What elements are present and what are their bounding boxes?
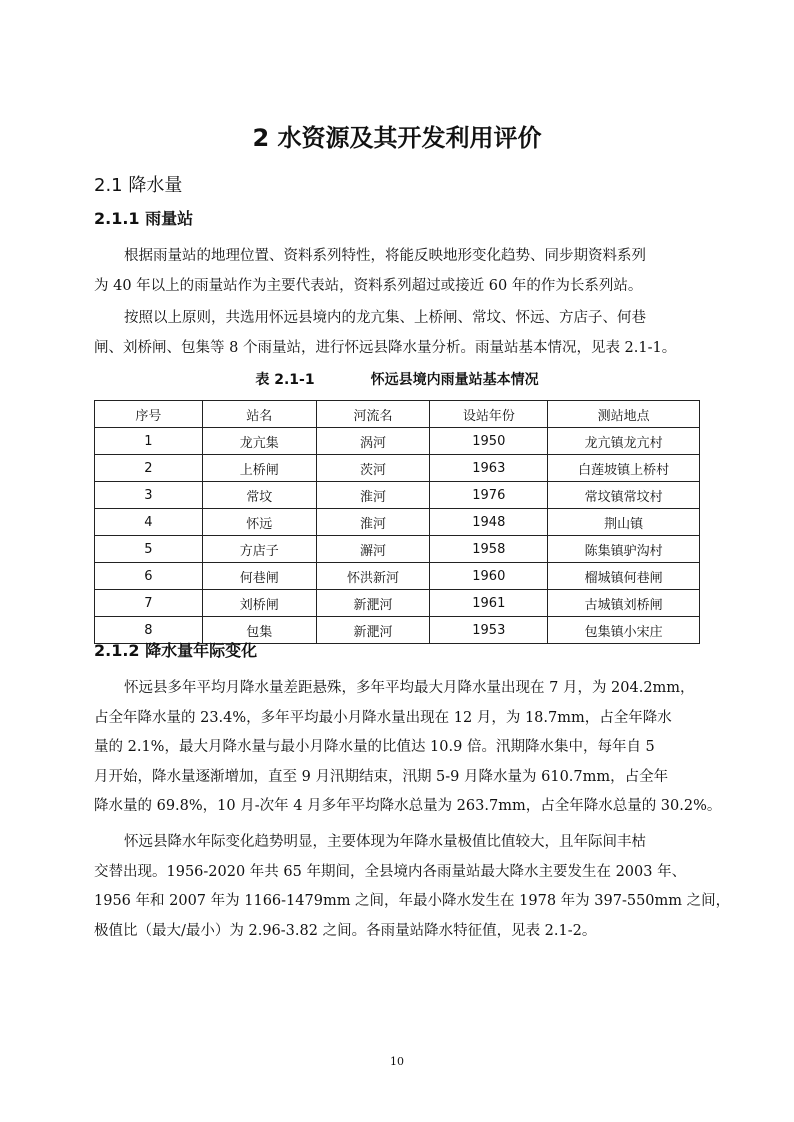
table-row	[95, 590, 700, 617]
table-cell: 新淝河	[316, 617, 430, 644]
table-cell: 1950	[430, 428, 548, 455]
paragraph-line: 月开始，降水量逐渐增加，直至 9 月汛期结束，汛期 5-9 月降水量为 610.7mm，占全年	[94, 768, 669, 785]
table-row	[95, 536, 700, 563]
section-heading-2-1-2: 2.1.2 降水量年际变化	[94, 641, 258, 660]
table-cell: 3	[95, 482, 203, 509]
paragraph-line: 降水量的 69.8%，10 月-次年 4 月多年平均降水总量为 263.7mm，占全年降水总量的 30.2%。	[94, 798, 722, 814]
table-cell: 8	[95, 617, 203, 644]
section-heading-2-1: 2.1 降水量	[94, 175, 183, 196]
paragraph-annual-variation	[94, 828, 731, 946]
station-table	[94, 400, 700, 644]
table-cell: 澥河	[316, 536, 430, 563]
paragraph-line: 量的 2.1%，最大月降水量与最小月降水量的比值达 10.9 倍。汛期降水集中，每年自 5	[94, 739, 655, 755]
table-cell: 淮河	[316, 482, 430, 509]
table-cell: 怀远	[202, 509, 316, 536]
table-cell: 古城镇刘桥闸	[548, 590, 700, 617]
paragraph-line: 闸、刘桥闸、包集等 8 个雨量站，进行怀远县降水量分析。雨量站基本情况，见表 2.1-1。	[94, 339, 677, 356]
column-header: 设站年份	[430, 401, 548, 428]
table-cell: 怀洪新河	[316, 563, 430, 590]
table-cell: 上桥闸	[202, 455, 316, 482]
table-cell: 1963	[430, 455, 548, 482]
table-cell: 荆山镇	[548, 509, 700, 536]
table-cell: 1976	[430, 482, 548, 509]
table-row	[95, 455, 700, 482]
table-cell: 4	[95, 509, 203, 536]
table-caption-title: 怀远县境内雨量站基本情况	[370, 372, 539, 388]
chapter-title: 2 水资源及其开发利用评价	[252, 124, 542, 152]
page-number: 10	[390, 1055, 404, 1068]
table-cell: 包集镇小宋庄	[548, 617, 700, 644]
section-heading-2-1-1: 2.1.1 雨量站	[94, 209, 194, 228]
table-cell: 常坟	[202, 482, 316, 509]
table-cell: 白莲坡镇上桥村	[548, 455, 700, 482]
table-cell: 陈集镇驴沟村	[548, 536, 700, 563]
paragraph-rain-gauge-criteria	[94, 242, 698, 301]
paragraph-station-selection	[94, 304, 698, 363]
table-cell: 涡河	[316, 428, 430, 455]
table-cell: 淮河	[316, 509, 430, 536]
table-cell: 何巷闸	[202, 563, 316, 590]
table-row	[95, 482, 700, 509]
table-cell: 1958	[430, 536, 548, 563]
paragraph-line: 占全年降水量的 23.4%，多年平均最小月降水量出现在 12 月，为 18.7mm，占全年降水	[94, 709, 672, 726]
table-cell: 1953	[430, 617, 548, 644]
table-cell: 1	[95, 428, 203, 455]
table-row	[95, 563, 700, 590]
paragraph-line: 怀远县降水年际变化趋势明显，主要体现为年降水量极值比值较大，且年际间丰枯	[124, 834, 646, 850]
table-cell: 常坟镇常坟村	[548, 482, 700, 509]
table-cell: 1960	[430, 563, 548, 590]
table-caption	[0, 368, 794, 392]
table-cell: 7	[95, 590, 203, 617]
table-cell: 龙亢镇龙亢村	[548, 428, 700, 455]
table-cell: 茨河	[316, 455, 430, 482]
paragraph-line: 按照以上原则，共选用怀远县境内的龙亢集、上桥闸、常坟、怀远、方店子、何巷	[124, 310, 646, 326]
table-row	[95, 509, 700, 536]
table-cell: 6	[95, 563, 203, 590]
table-row	[95, 428, 700, 455]
table-cell: 1961	[430, 590, 548, 617]
table-header-row	[95, 401, 700, 428]
table-cell: 榴城镇何巷闸	[548, 563, 700, 590]
paragraph-line: 根据雨量站的地理位置、资料系列特性，将能反映地形变化趋势、同步期资料系列	[124, 248, 646, 264]
paragraph-line: 交替出现。1956-2020 年共 65 年期间，全县境内各雨量站最大降水主要发生在 2003 年、	[94, 863, 687, 880]
paragraph-line: 1956 年和 2007 年为 1166-1479mm 之间，年最小降水发生在 1978 年为 397-550mm 之间，	[94, 893, 731, 909]
table-caption-number: 表 2.1-1	[255, 372, 315, 388]
column-header: 站名	[202, 401, 316, 428]
table-cell: 5	[95, 536, 203, 563]
column-header: 序号	[95, 401, 203, 428]
column-header: 测站地点	[548, 401, 700, 428]
table-cell: 新淝河	[316, 590, 430, 617]
paragraph-line: 怀远县多年平均月降水量差距悬殊，多年平均最大月降水量出现在 7 月，为 204.2mm，	[124, 680, 695, 696]
column-header: 河流名	[316, 401, 430, 428]
table-cell: 刘桥闸	[202, 590, 316, 617]
table-cell: 包集	[202, 617, 316, 644]
table-cell: 方店子	[202, 536, 316, 563]
paragraph-monthly-variation	[94, 674, 722, 822]
table-cell: 龙亢集	[202, 428, 316, 455]
table-cell: 1948	[430, 509, 548, 536]
paragraph-line: 极值比（最大/最小）为 2.96-3.82 之间。各雨量站降水特征值，见表 2.1-2。	[94, 922, 597, 939]
paragraph-line: 为 40 年以上的雨量站作为主要代表站，资料系列超过或接近 60 年的作为长系列站。	[94, 277, 643, 294]
table-cell: 2	[95, 455, 203, 482]
